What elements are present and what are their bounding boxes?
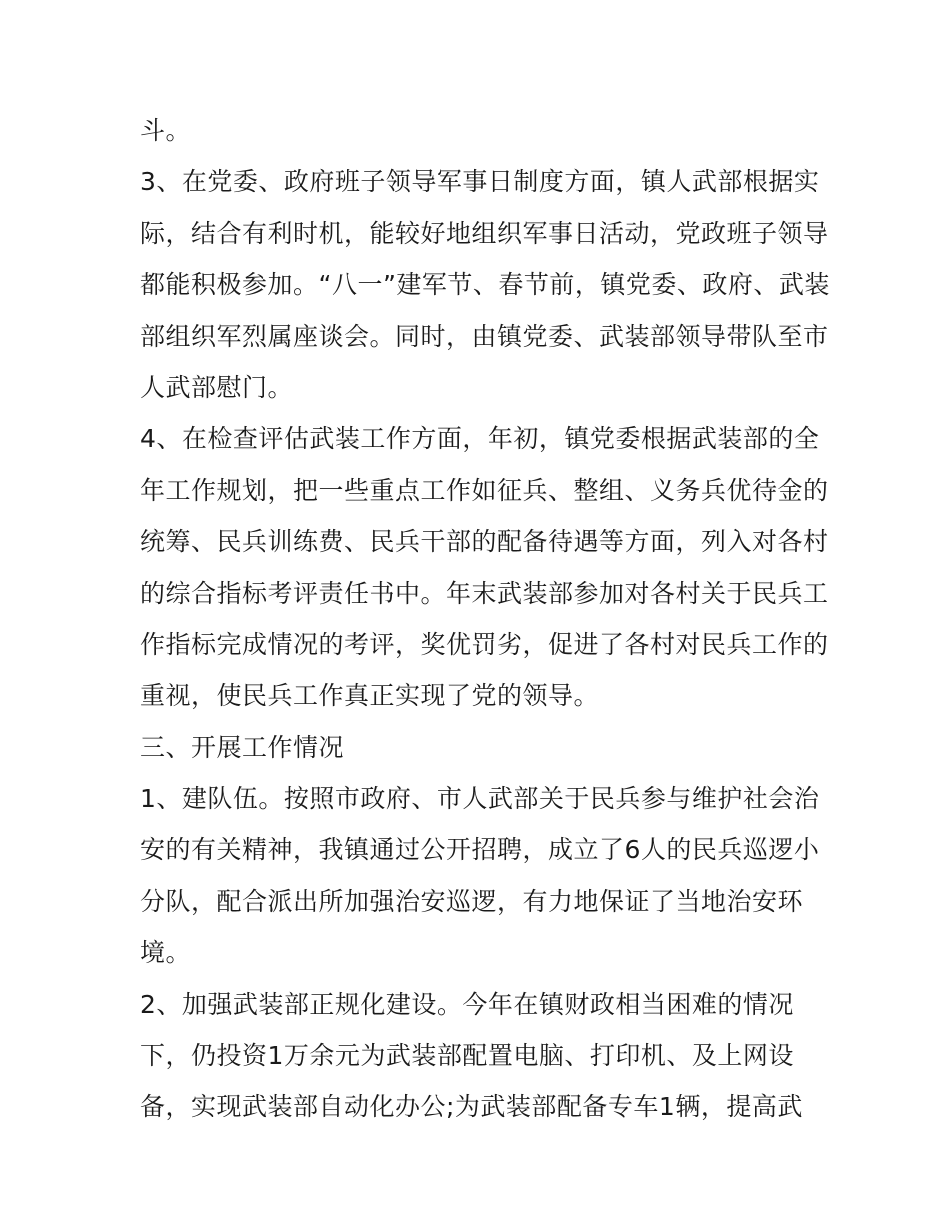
text-line: 重视，使民兵工作真正实现了党的领导。 [140,681,600,711]
text-line: 1、建队伍。按照市政府、市人武部关于民兵参与维护社会治 [140,784,820,814]
text-line: 作指标完成情况的考评，奖优罚劣，促进了各村对民兵工作的 [140,629,829,659]
text-line: 都能积极参加。“八一”建军节、春节前，镇党委、政府、武装 [140,270,830,300]
text-line: 分队，配合派出所加强治安巡逻，有力地保证了当地治安环 [140,886,804,916]
text-line: 安的有关精神，我镇通过公开招聘，成立了6人的民兵巡逻小 [140,835,820,865]
text-line: 年工作规划，把一些重点工作如征兵、整组、义务兵优待金的 [140,475,829,505]
text-line: 斗。 [140,116,192,145]
text-line: 下，仍投资1万余元为武装部配置电脑、打印机、及上网设 [140,1041,794,1071]
text-line: 境。 [140,938,192,968]
text-line: 人武部慰门。 [140,372,294,402]
text-line: 2、加强武装部正规化建设。今年在镇财政相当困难的情况 [140,989,794,1019]
text-line: 部组织军烈属座谈会。同时，由镇党委、武装部领导带队至市 [140,321,829,351]
text-line: 的综合指标考评责任书中。年末武装部参加对各村关于民兵工 [140,578,829,608]
text-line: 际，结合有利时机，能较好地组织军事日活动，党政班子领导 [140,218,829,248]
text-line: 备，实现武装部自动化办公;为武装部配备专车1辆，提高武 [140,1092,803,1122]
text-line: 4、在检查评估武装工作方面，年初，镇党委根据武装部的全 [140,424,820,454]
document-body [140,105,830,1133]
section-heading: 三、开展工作情况 [140,732,345,762]
text-line: 统筹、民兵训练费、民兵干部的配备待遇等方面，列入对各村 [140,527,829,557]
text-line: 3、在党委、政府班子领导军事日制度方面，镇人武部根据实 [140,167,820,197]
